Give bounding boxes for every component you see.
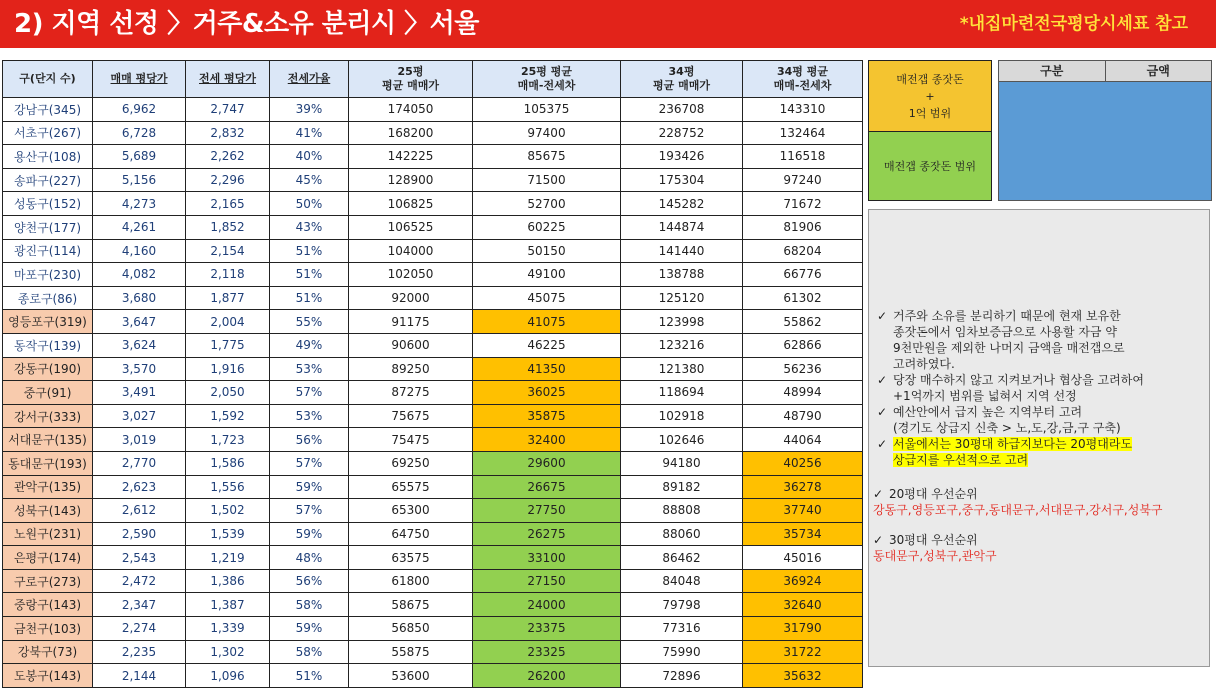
- priority-title: 20평대 우선순위: [889, 487, 978, 501]
- table-cell: 2,543: [93, 546, 186, 570]
- table-cell: 27750: [473, 499, 621, 523]
- table-cell: 서초구(267): [3, 121, 93, 145]
- table-cell: 1,386: [186, 569, 270, 593]
- table-cell: 142225: [349, 145, 473, 169]
- table-row: [3, 546, 863, 570]
- note-item-1: [877, 308, 1203, 372]
- note-text: 당장 매수하지 않고 지켜보거나 협상을 고려하여: [893, 373, 1144, 387]
- table-row: [3, 475, 863, 499]
- table-cell: 5,156: [93, 168, 186, 192]
- table-cell: 52700: [473, 192, 621, 216]
- table-cell: 105375: [473, 98, 621, 122]
- table-cell: 서대문구(135): [3, 428, 93, 452]
- table-cell: 1,877: [186, 286, 270, 310]
- table-row: [3, 522, 863, 546]
- table-cell: 24000: [473, 593, 621, 617]
- table-cell: 2,154: [186, 239, 270, 263]
- table-cell: 88808: [621, 499, 743, 523]
- notes-panel: [868, 209, 1210, 667]
- header-banner: [0, 0, 1216, 48]
- table-cell: 강남구(345): [3, 98, 93, 122]
- table-cell: 광진구(114): [3, 239, 93, 263]
- table-cell: 2,472: [93, 569, 186, 593]
- table-cell: 69250: [349, 451, 473, 475]
- table-cell: 1,916: [186, 357, 270, 381]
- budget-box: [998, 60, 1212, 201]
- table-row: [3, 428, 863, 452]
- check-icon: ✓: [877, 309, 888, 323]
- note-item-4: [877, 436, 1203, 468]
- table-row: [3, 404, 863, 428]
- note-text: 고려하였다.: [893, 357, 955, 371]
- table-cell: 6,728: [93, 121, 186, 145]
- table-cell: 노원구(231): [3, 522, 93, 546]
- table-cell: 97400: [473, 121, 621, 145]
- budget-col-amount: 금액: [1105, 61, 1212, 81]
- check-icon: ✓: [877, 437, 888, 451]
- notes-bullets: [877, 308, 1203, 468]
- table-cell: 마포구(230): [3, 263, 93, 287]
- table-cell: 36278: [743, 475, 863, 499]
- table-row: [3, 145, 863, 169]
- legend-orange-line2: +: [925, 89, 935, 103]
- priority-30-title: [873, 532, 1203, 548]
- table-cell: 중구(91): [3, 381, 93, 405]
- table-cell: 3,570: [93, 357, 186, 381]
- column-header: 34평 평균 매매-전세차: [743, 61, 863, 98]
- table-cell: 2,165: [186, 192, 270, 216]
- table-cell: 23325: [473, 640, 621, 664]
- table-cell: 57%: [270, 381, 349, 405]
- table-cell: 35734: [743, 522, 863, 546]
- table-cell: 89182: [621, 475, 743, 499]
- priority-30: [873, 532, 1203, 564]
- table-cell: 구로구(273): [3, 569, 93, 593]
- table-cell: 송파구(227): [3, 168, 93, 192]
- table-cell: 41350: [473, 357, 621, 381]
- column-header: 25평 평균 매매가: [349, 61, 473, 98]
- table-cell: 2,747: [186, 98, 270, 122]
- table-cell: 45075: [473, 286, 621, 310]
- table-cell: 3,027: [93, 404, 186, 428]
- table-cell: 123998: [621, 310, 743, 334]
- column-header: 전세가율: [270, 61, 349, 98]
- table-cell: 58%: [270, 640, 349, 664]
- table-row: [3, 286, 863, 310]
- note-text: 9천만원을 제외한 나머지 금액을 매전갭으로: [893, 341, 1125, 355]
- table-cell: 금천구(103): [3, 617, 93, 641]
- table-cell: 128900: [349, 168, 473, 192]
- table-row: [3, 640, 863, 664]
- table-cell: 106825: [349, 192, 473, 216]
- table-row: [3, 121, 863, 145]
- legend-orange-line3: 1억 범위: [908, 106, 952, 120]
- table-cell: 5,689: [93, 145, 186, 169]
- table-cell: 75990: [621, 640, 743, 664]
- table-cell: 양천구(177): [3, 215, 93, 239]
- table-cell: 44064: [743, 428, 863, 452]
- table-cell: 36924: [743, 569, 863, 593]
- table-cell: 36025: [473, 381, 621, 405]
- priority-30-list: 동대문구,성북구,관악구: [873, 549, 997, 563]
- note-highlight: 서울에서는 30평대 하급지보다는 20평대라도: [893, 437, 1133, 451]
- table-cell: 37740: [743, 499, 863, 523]
- table-cell: 31722: [743, 640, 863, 664]
- legend-green-label: 매전갭 종잣돈 범위: [883, 160, 976, 173]
- table-cell: 26675: [473, 475, 621, 499]
- table-cell: 53%: [270, 404, 349, 428]
- table-cell: 62866: [743, 333, 863, 357]
- table-cell: 118694: [621, 381, 743, 405]
- table-cell: 2,296: [186, 168, 270, 192]
- note-text: +1억까지 범위를 넓혀서 지역 선정: [893, 389, 1077, 403]
- table-cell: 29600: [473, 451, 621, 475]
- table-cell: 228752: [621, 121, 743, 145]
- table-cell: 1,556: [186, 475, 270, 499]
- table-cell: 123216: [621, 333, 743, 357]
- table-cell: 86462: [621, 546, 743, 570]
- table-cell: 102918: [621, 404, 743, 428]
- table-row: [3, 499, 863, 523]
- table-cell: 97240: [743, 168, 863, 192]
- table-cell: 125120: [621, 286, 743, 310]
- table-cell: 75475: [349, 428, 473, 452]
- table-row: [3, 263, 863, 287]
- priority-title: 30평대 우선순위: [889, 533, 978, 547]
- table-cell: 3,491: [93, 381, 186, 405]
- note-text: 종잣돈에서 임차보증금으로 사용할 자금 약: [893, 325, 1117, 339]
- note-highlight: 상급지를 우선적으로 고려: [893, 453, 1029, 467]
- column-header: 전세 평당가: [186, 61, 270, 98]
- table-cell: 26200: [473, 664, 621, 688]
- note-text: (경기도 상급지 신축 > 노,도,강,금,구 구축): [893, 421, 1121, 435]
- table-cell: 87275: [349, 381, 473, 405]
- table-cell: 1,852: [186, 215, 270, 239]
- table-cell: 46225: [473, 333, 621, 357]
- note-text: 거주와 소유를 분리하기 때문에 현재 보유한: [893, 309, 1121, 323]
- priority-20-title: [873, 486, 1203, 502]
- table-cell: 32640: [743, 593, 863, 617]
- table-cell: 1,339: [186, 617, 270, 641]
- table-cell: 168200: [349, 121, 473, 145]
- table-row: [3, 357, 863, 381]
- table-cell: 71500: [473, 168, 621, 192]
- table-cell: 56%: [270, 428, 349, 452]
- table-cell: 1,387: [186, 593, 270, 617]
- table-cell: 1,302: [186, 640, 270, 664]
- table-cell: 64750: [349, 522, 473, 546]
- table-cell: 23375: [473, 617, 621, 641]
- table-row: [3, 98, 863, 122]
- table-cell: 종로구(86): [3, 286, 93, 310]
- table-cell: 3,680: [93, 286, 186, 310]
- column-header: 매매 평당가: [93, 61, 186, 98]
- table-row: [3, 593, 863, 617]
- table-cell: 65300: [349, 499, 473, 523]
- table-cell: 35632: [743, 664, 863, 688]
- table-cell: 27150: [473, 569, 621, 593]
- legend-orange: [869, 61, 991, 132]
- table-cell: 2,347: [93, 593, 186, 617]
- table-cell: 90600: [349, 333, 473, 357]
- table-cell: 4,273: [93, 192, 186, 216]
- table-cell: 59%: [270, 522, 349, 546]
- table-cell: 72896: [621, 664, 743, 688]
- table-cell: 49100: [473, 263, 621, 287]
- note-item-3: [877, 404, 1203, 436]
- table-cell: 3,647: [93, 310, 186, 334]
- table-cell: 57%: [270, 499, 349, 523]
- table-cell: 48790: [743, 404, 863, 428]
- table-cell: 84048: [621, 569, 743, 593]
- table-cell: 1,592: [186, 404, 270, 428]
- table-cell: 57%: [270, 451, 349, 475]
- table-cell: 91175: [349, 310, 473, 334]
- table-cell: 4,261: [93, 215, 186, 239]
- table-body: [3, 98, 863, 688]
- table-cell: 26275: [473, 522, 621, 546]
- table-cell: 40256: [743, 451, 863, 475]
- reference-note: *내집마련전국평당시세표 참고: [959, 14, 1188, 34]
- column-header: 34평 평균 매매가: [621, 61, 743, 98]
- table-cell: 88060: [621, 522, 743, 546]
- table-row: [3, 168, 863, 192]
- table-cell: 56%: [270, 569, 349, 593]
- table-cell: 53600: [349, 664, 473, 688]
- table-cell: 58%: [270, 593, 349, 617]
- table-cell: 174050: [349, 98, 473, 122]
- table-cell: 77316: [621, 617, 743, 641]
- table-cell: 71672: [743, 192, 863, 216]
- table-cell: 61302: [743, 286, 863, 310]
- budget-box-header: [999, 61, 1211, 82]
- table-cell: 4,082: [93, 263, 186, 287]
- table-cell: 56850: [349, 617, 473, 641]
- table-cell: 102646: [621, 428, 743, 452]
- table-cell: 31790: [743, 617, 863, 641]
- table-cell: 1,539: [186, 522, 270, 546]
- table-cell: 2,235: [93, 640, 186, 664]
- table-cell: 2,832: [186, 121, 270, 145]
- table-cell: 56236: [743, 357, 863, 381]
- note-item-2: [877, 372, 1203, 404]
- table-cell: 2,262: [186, 145, 270, 169]
- table-cell: 81906: [743, 215, 863, 239]
- table-cell: 143310: [743, 98, 863, 122]
- table-cell: 2,144: [93, 664, 186, 688]
- table-cell: 106525: [349, 215, 473, 239]
- table-row: [3, 310, 863, 334]
- check-icon: ✓: [877, 405, 888, 419]
- table-cell: 94180: [621, 451, 743, 475]
- table-row: [3, 381, 863, 405]
- check-icon: ✓: [877, 373, 888, 387]
- table-cell: 51%: [270, 239, 349, 263]
- table-cell: 40%: [270, 145, 349, 169]
- table-cell: 50%: [270, 192, 349, 216]
- table-row: [3, 239, 863, 263]
- legend-orange-line1: 매전갭 종잣돈: [896, 72, 964, 86]
- table-cell: 68204: [743, 239, 863, 263]
- seoul-district-table: [2, 60, 863, 688]
- table-cell: 39%: [270, 98, 349, 122]
- table-cell: 145282: [621, 192, 743, 216]
- table-cell: 51%: [270, 664, 349, 688]
- table-cell: 3,624: [93, 333, 186, 357]
- table-cell: 55862: [743, 310, 863, 334]
- note-text: 예산안에서 급지 높은 지역부터 고려: [893, 405, 1083, 419]
- page-title: 2) 지역 선정 〉거주&소유 분리시 〉서울: [14, 9, 479, 39]
- table-cell: 강동구(190): [3, 357, 93, 381]
- table-cell: 48%: [270, 546, 349, 570]
- table-cell: 1,219: [186, 546, 270, 570]
- table-cell: 51%: [270, 263, 349, 287]
- table-cell: 1,096: [186, 664, 270, 688]
- table-cell: 138788: [621, 263, 743, 287]
- table-cell: 48994: [743, 381, 863, 405]
- table-cell: 1,723: [186, 428, 270, 452]
- table-cell: 104000: [349, 239, 473, 263]
- table-cell: 121380: [621, 357, 743, 381]
- table-cell: 35875: [473, 404, 621, 428]
- table-cell: 63575: [349, 546, 473, 570]
- table-cell: 66776: [743, 263, 863, 287]
- table-row: [3, 451, 863, 475]
- table-cell: 89250: [349, 357, 473, 381]
- table-cell: 2,623: [93, 475, 186, 499]
- column-header: 25평 평균 매매-전세차: [473, 61, 621, 98]
- table-cell: 43%: [270, 215, 349, 239]
- table-cell: 강서구(333): [3, 404, 93, 428]
- check-icon: ✓: [873, 487, 884, 501]
- table-row: [3, 333, 863, 357]
- budget-col-category: 구분: [1040, 64, 1064, 78]
- table-cell: 강북구(73): [3, 640, 93, 664]
- legend-green: [869, 132, 991, 200]
- table-cell: 1,502: [186, 499, 270, 523]
- table-row: [3, 617, 863, 641]
- column-header: 구(단지 수): [3, 61, 93, 98]
- table-cell: 1,586: [186, 451, 270, 475]
- table-cell: 2,612: [93, 499, 186, 523]
- table-cell: 75675: [349, 404, 473, 428]
- table-cell: 중랑구(143): [3, 593, 93, 617]
- table-cell: 59%: [270, 617, 349, 641]
- table-cell: 은평구(174): [3, 546, 93, 570]
- table-cell: 141440: [621, 239, 743, 263]
- table-cell: 2,770: [93, 451, 186, 475]
- table-cell: 용산구(108): [3, 145, 93, 169]
- table-cell: 성북구(143): [3, 499, 93, 523]
- table-cell: 2,274: [93, 617, 186, 641]
- table-cell: 102050: [349, 263, 473, 287]
- table-cell: 도봉구(143): [3, 664, 93, 688]
- table-cell: 236708: [621, 98, 743, 122]
- table-cell: 60225: [473, 215, 621, 239]
- table-cell: 85675: [473, 145, 621, 169]
- table-cell: 116518: [743, 145, 863, 169]
- table-row: [3, 192, 863, 216]
- table-cell: 65575: [349, 475, 473, 499]
- table-cell: 59%: [270, 475, 349, 499]
- table-row: [3, 215, 863, 239]
- table-cell: 2,590: [93, 522, 186, 546]
- table-cell: 영등포구(319): [3, 310, 93, 334]
- table-row: [3, 569, 863, 593]
- table-cell: 175304: [621, 168, 743, 192]
- table-cell: 3,019: [93, 428, 186, 452]
- table-cell: 92000: [349, 286, 473, 310]
- table-cell: 45016: [743, 546, 863, 570]
- table-cell: 49%: [270, 333, 349, 357]
- table-cell: 41075: [473, 310, 621, 334]
- table-cell: 50150: [473, 239, 621, 263]
- table-cell: 33100: [473, 546, 621, 570]
- color-legend: [868, 60, 992, 201]
- table-cell: 32400: [473, 428, 621, 452]
- table-cell: 2,004: [186, 310, 270, 334]
- table-cell: 53%: [270, 357, 349, 381]
- table-cell: 55875: [349, 640, 473, 664]
- table-cell: 193426: [621, 145, 743, 169]
- table-cell: 동작구(139): [3, 333, 93, 357]
- priority-20: [873, 486, 1203, 518]
- table-cell: 61800: [349, 569, 473, 593]
- table-cell: 성동구(152): [3, 192, 93, 216]
- table-header-row: [3, 61, 863, 98]
- table-cell: 동대문구(193): [3, 451, 93, 475]
- table-cell: 51%: [270, 286, 349, 310]
- check-icon: ✓: [873, 533, 884, 547]
- table-cell: 2,050: [186, 381, 270, 405]
- priority-20-list: 강동구,영등포구,중구,동대문구,서대문구,강서구,성북구: [873, 503, 1163, 517]
- table-cell: 79798: [621, 593, 743, 617]
- table-cell: 45%: [270, 168, 349, 192]
- table-cell: 1,775: [186, 333, 270, 357]
- table-cell: 58675: [349, 593, 473, 617]
- table-cell: 2,118: [186, 263, 270, 287]
- table-cell: 144874: [621, 215, 743, 239]
- table-cell: 41%: [270, 121, 349, 145]
- table-cell: 55%: [270, 310, 349, 334]
- table-cell: 132464: [743, 121, 863, 145]
- table-cell: 관악구(135): [3, 475, 93, 499]
- table-cell: 6,962: [93, 98, 186, 122]
- table-cell: 4,160: [93, 239, 186, 263]
